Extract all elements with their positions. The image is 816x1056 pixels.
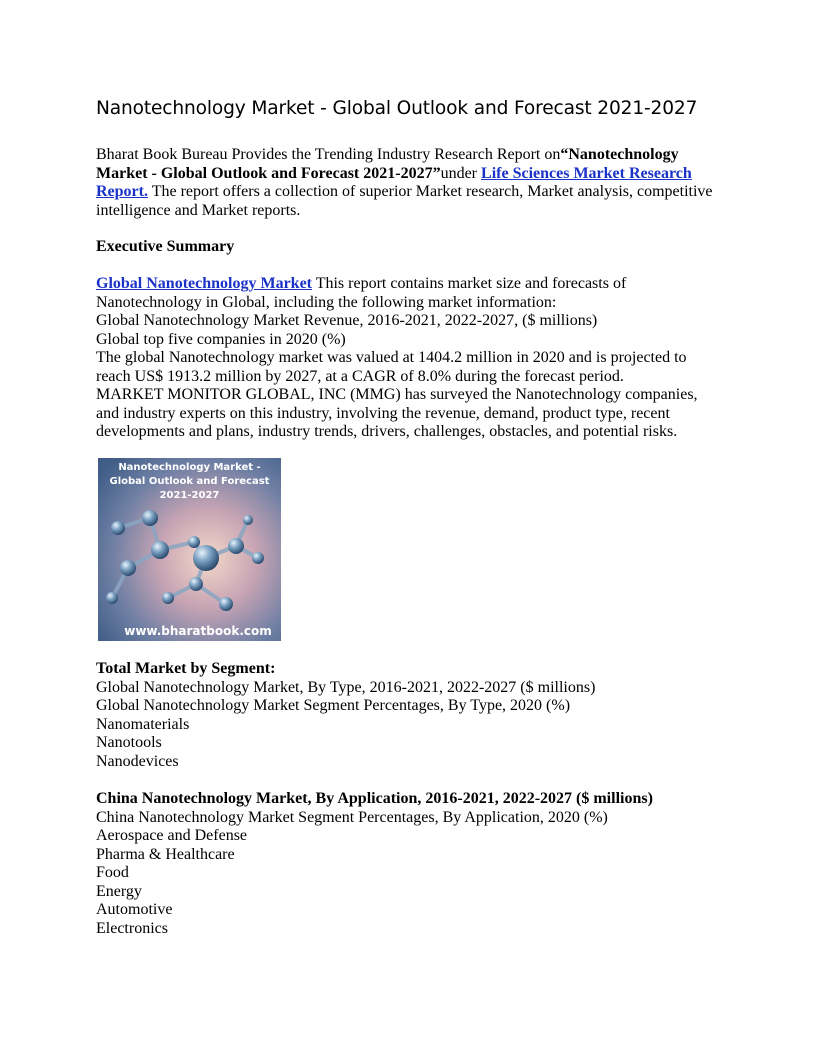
cover-title-line-1: Nanotechnology Market - — [118, 462, 261, 473]
life-sciences-link-part1[interactable]: Life Sciences Market Research — [481, 164, 692, 182]
exec-line: Global Nanotechnology Market Revenue, 2016-2021, 2022-2027, ($ millions) — [96, 312, 598, 329]
intro-under: under — [440, 164, 482, 182]
intro-line-4: intelligence and Market reports. — [96, 201, 301, 219]
exec-line: developments and plans, industry trends, drivers, challenges, obstacles, and potential risks. — [96, 423, 678, 440]
china-market-item: Energy — [96, 882, 142, 900]
life-sciences-link-part2[interactable]: Report. — [96, 183, 148, 200]
exec-line: MARKET MONITOR GLOBAL, INC (MMG) has surveyed the Nanotechnology companies, — [96, 386, 698, 403]
exec-line-1 — [96, 275, 720, 294]
total-market-item: Nanomaterials — [96, 715, 190, 733]
exec-line: Nanotechnology in Global, including the following market information: — [96, 293, 557, 311]
page-title: Nanotechnology Market - Global Outlook and Forecast 2021-2027 — [96, 98, 698, 119]
cover-title-line-2: Global Outlook and Forecast — [109, 476, 270, 487]
exec-line: reach US$ 1913.2 million by 2027, at a CAGR of 8.0% during the forecast period. — [96, 367, 624, 385]
china-market-item: Pharma & Healthcare — [96, 845, 235, 863]
china-market-item: Automotive — [96, 901, 173, 918]
report-title-part2: Market - Global Outlook and Forecast 2021-2027” — [96, 164, 441, 182]
exec-line: and industry experts on this industry, involving the revenue, demand, product type, recent — [96, 404, 670, 422]
china-market-item: Electronics — [96, 919, 168, 937]
china-market-item: Food — [96, 864, 129, 881]
cover-footer-url: www.bharatbook.com — [124, 624, 272, 638]
total-market-section — [96, 660, 720, 771]
intro-lead: Bharat Book Bureau Provides the Trending Industry Research Report on — [96, 146, 561, 163]
total-market-item: Global Nanotechnology Market, By Type, 2016-2021, 2022-2027 ($ millions) — [96, 678, 596, 696]
intro-line-3 — [96, 183, 720, 202]
china-market-section — [96, 790, 720, 938]
china-market-item: Aerospace and Defense — [96, 827, 248, 844]
exec-line-1-rest: This report contains market size and forecasts of — [312, 275, 627, 292]
global-nanotech-market-link[interactable]: Global Nanotechnology Market — [96, 275, 312, 292]
total-market-heading: Total Market by Segment: — [96, 660, 276, 677]
china-market-item: China Nanotechnology Market Segment Percentages, By Application, 2020 (%) — [96, 808, 608, 826]
intro-line-1 — [96, 146, 720, 165]
total-market-item: Global Nanotechnology Market Segment Percentages, By Type, 2020 (%) — [96, 697, 571, 714]
exec-line: The global Nanotechnology market was valued at 1404.2 million in 2020 and is projected to — [96, 349, 687, 366]
cover-title-line-3: 2021-2027 — [159, 490, 220, 501]
executive-summary-heading: Executive Summary — [96, 238, 235, 255]
intro-line-2 — [96, 165, 720, 184]
china-market-heading: China Nanotechnology Market, By Application, 2016-2021, 2022-2027 ($ millions) — [96, 790, 653, 807]
cover-illustration — [98, 458, 281, 641]
exec-line: Global top five companies in 2020 (%) — [96, 330, 346, 348]
report-title-part1: “Nanotechnology — [560, 146, 679, 163]
total-market-item: Nanotools — [96, 734, 162, 751]
report-cover-image — [98, 458, 281, 641]
executive-summary-body — [96, 275, 720, 442]
intro-paragraph — [96, 146, 720, 220]
total-market-item: Nanodevices — [96, 752, 179, 770]
intro-rest-3: The report offers a collection of superior Market research, Market analysis, competitive — [147, 183, 713, 200]
